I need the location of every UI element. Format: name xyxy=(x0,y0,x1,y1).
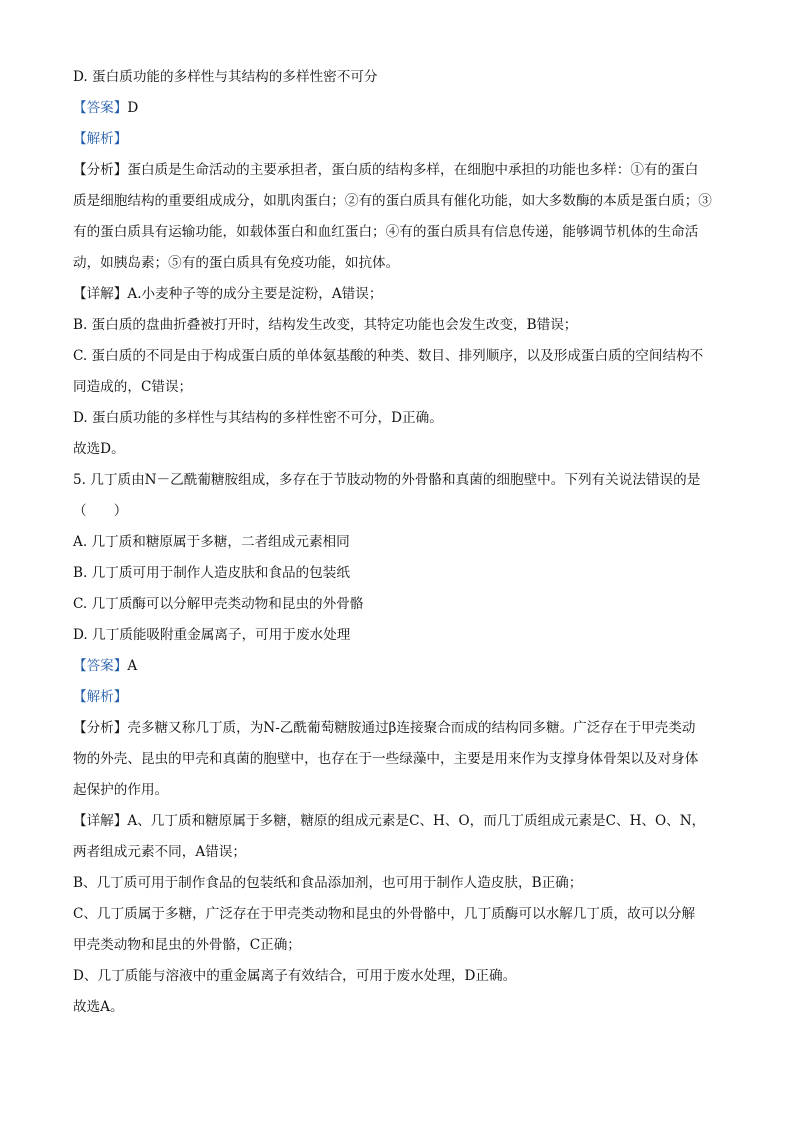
detail-line: 两者组成元素不同，A错误； xyxy=(73,844,246,860)
detail-line: 【详解】A、几丁质和糖原属于多糖，糖原的组成元素是C、H、O，而几丁质组成元素是C、H、O、N， xyxy=(73,813,706,829)
analysis-line: 质是细胞结构的重要组成成分，如肌肉蛋白；②有的蛋白质具有催化功能，如大多数酶的本质是蛋白质；③ xyxy=(73,193,712,209)
detail-line: 故选D。 xyxy=(73,441,125,457)
option-a: A. 几丁质和糖原属于多糖，二者组成元素相同 xyxy=(73,534,350,550)
analysis-tag: 【解析】 xyxy=(73,131,128,147)
analysis-line: 【分析】壳多糖又称几丁质，为N-乙酰葡萄糖胺通过β连接聚合而成的结构同多糖。广泛存在于甲壳类动 xyxy=(73,720,696,736)
question-stem: 5. 几丁质由N－乙酰葡糖胺组成，多存在于节肢动物的外骨骼和真菌的细胞壁中。下列有关说法错误的是 xyxy=(73,472,701,488)
detail-line: C、几丁质属于多糖，广泛存在于甲壳类动物和昆虫的外骨骼中，几丁质酶可以水解几丁质，故可以分解 xyxy=(73,906,696,922)
answer-value: D xyxy=(127,100,139,116)
detail-line: D. 蛋白质功能的多样性与其结构的多样性密不可分，D正确。 xyxy=(73,410,443,426)
answer-value: A xyxy=(127,658,138,674)
detail-line: B. 蛋白质的盘曲折叠被打开时，结构发生改变，其特定功能也会发生改变，B错误； xyxy=(73,317,578,333)
detail-line: D、几丁质能与溶液中的重金属离子有效结合，可用于废水处理，D正确。 xyxy=(73,968,517,984)
answer-tag: 【答案】 xyxy=(73,100,128,116)
option-c: C. 几丁质酶可以分解甲壳类动物和昆虫的外骨骼 xyxy=(73,596,364,612)
detail-line: 故选A。 xyxy=(73,999,124,1015)
analysis-line: 【分析】蛋白质是生命活动的主要承担者，蛋白质的结构多样，在细胞中承担的功能也多样：①有的蛋白 xyxy=(73,162,699,178)
answer-tag: 【答案】 xyxy=(73,658,128,674)
analysis-line: 动，如胰岛素；⑤有的蛋白质具有免疫功能，如抗体。 xyxy=(73,255,400,271)
analysis-tag: 【解析】 xyxy=(73,689,128,705)
detail-line: 甲壳类动物和昆虫的外骨骼，C正确； xyxy=(73,937,301,953)
detail-line: B、几丁质可用于制作食品的包装纸和食品添加剂，也可用于制作人造皮肤，B正确； xyxy=(73,875,583,891)
document-page xyxy=(73,62,721,1023)
analysis-line: 有的蛋白质具有运输功能，如载体蛋白和血红蛋白；④有的蛋白质具有信息传递，能够调节机体的生命活 xyxy=(73,224,699,240)
option-d: D. 几丁质能吸附重金属离子，可用于废水处理 xyxy=(73,627,351,643)
answer-line xyxy=(73,651,721,682)
question-stem: （ ） xyxy=(73,503,128,519)
option-b: B. 几丁质可用于制作人造皮肤和食品的包装纸 xyxy=(73,565,350,581)
detail-line: 【详解】A.小麦种子等的成分主要是淀粉，A错误； xyxy=(73,286,383,302)
analysis-line: 起保护的作用。 xyxy=(73,782,169,798)
detail-line: 同造成的，C错误； xyxy=(73,379,193,395)
answer-line xyxy=(73,93,721,124)
option-d: D. 蛋白质功能的多样性与其结构的多样性密不可分 xyxy=(73,69,378,85)
detail-line: C. 蛋白质的不同是由于构成蛋白质的单体氨基酸的种类、数目、排列顺序，以及形成蛋白质的空间结构不 xyxy=(73,348,704,364)
analysis-line: 物的外壳、昆虫的甲壳和真菌的胞壁中，也存在于一些绿藻中，主要是用来作为支撑身体骨架以及对身体 xyxy=(73,751,699,767)
